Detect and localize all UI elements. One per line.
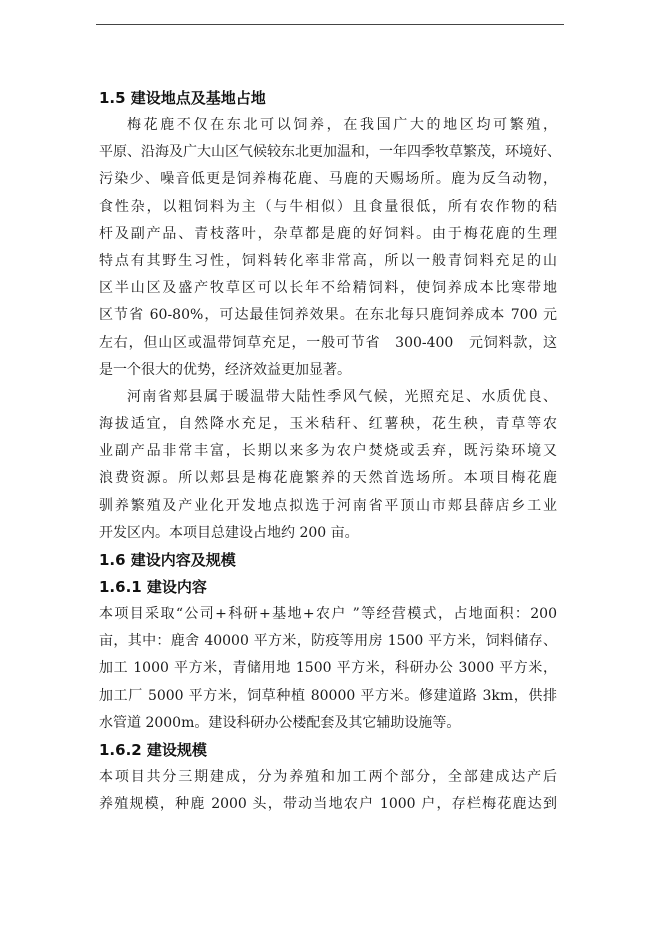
- paragraph-line: 梅花鹿不仅在东北可以饲养，在我国广大的地区均可繁殖，: [127, 117, 557, 133]
- paragraph-line: 亩，其中：鹿舍 40000 平方米，防疫等用房 1500 平方米，饲料储存、: [99, 633, 557, 650]
- paragraph-line: 本项目共分三期建成，分为养殖和加工两个部分，全部建成达产后: [99, 768, 557, 785]
- paragraph-line: 杆及副产品、青枝落叶，杂草都是鹿的好饲料。由于梅花鹿的生理: [99, 225, 557, 242]
- paragraph-line: 左右，但山区或温带饲草充足，一般可节省 300-400 元饲料款，这: [99, 334, 557, 351]
- paragraph-line: 本项目采取“公司+科研+基地+农户 ”等经营模式，占地面积：200: [99, 606, 557, 622]
- paragraph-line: 平原、沿海及广大山区气候较东北更加温和，一年四季牧草繁茂，环境好、: [99, 144, 561, 161]
- paragraph-line: 业副产品非常丰富，长期以来多为农户焚烧或丢弃，既污染环境又: [99, 443, 557, 460]
- document-body: [99, 85, 561, 818]
- paragraph-line: 食性杂，以粗饲料为主（与牛相似）且食量很低，所有农作物的秸: [99, 198, 557, 215]
- paragraph-line: 驯养繁殖及产业化开发地点拟选于河南省平顶山市郏县薛店乡工业: [99, 497, 557, 514]
- paragraph-line: 海拔适宜，自然降水充足，玉米秸秆、红薯秧，花生秧，青草等农: [99, 416, 557, 433]
- section-heading-1-6: 1.6 建设内容及规模: [99, 551, 236, 569]
- paragraph-line: 污染少、噪音低更是饲养梅花鹿、马鹿的天赐场所。鹿为反刍动物，: [99, 171, 557, 188]
- paragraph-line: 浪费资源。所以郏县是梅花鹿繁养的天然首选场所。本项目梅花鹿: [99, 470, 557, 487]
- paragraph-site-intro: [99, 112, 561, 384]
- paragraph-construction-scale: [99, 764, 557, 818]
- paragraph-line: 水管道 2000m。建设科研办公楼配套及其它辅助设施等。: [99, 714, 461, 731]
- paragraph-construction-content: [99, 601, 557, 737]
- header-rule: [96, 24, 564, 25]
- paragraph-site-henan: [99, 384, 557, 547]
- paragraph-line: 是一个很大的优势，经济效益更加显著。: [99, 361, 351, 378]
- section-heading-1-6-1: 1.6.1 建设内容: [99, 578, 207, 596]
- paragraph-line: 开发区内。本项目总建设占地约 200 亩。: [99, 524, 359, 541]
- paragraph-line: 加工 1000 平方米，青储用地 1500 平方米，科研办公 3000 平方米，: [99, 660, 557, 677]
- paragraph-line: 河南省郏县属于暖温带大陆性季风气候，光照充足、水质优良、: [127, 388, 557, 405]
- paragraph-line: 加工厂 5000 平方米，饲草种植 80000 平方米。修建道路 3km，供排: [99, 687, 557, 704]
- paragraph-line: 养殖规模，种鹿 2000 头，带动当地农户 1000 户，存栏梅花鹿达到: [99, 796, 557, 813]
- paragraph-line: 特点有其野生习性，饲料转化率非常高，所以一般青饲料充足的山: [99, 252, 557, 269]
- section-heading-1-5: 1.5 建设地点及基地占地: [99, 89, 266, 107]
- section-heading-1-6-2: 1.6.2 建设规模: [99, 740, 207, 759]
- paragraph-line: 区半山区及盛产牧草区可以长年不给精饲料，使饲养成本比寒带地: [99, 280, 557, 297]
- paragraph-line: 区节省 60-80%，可达最佳饲养效果。在东北每只鹿饲养成本 700 元: [99, 307, 557, 324]
